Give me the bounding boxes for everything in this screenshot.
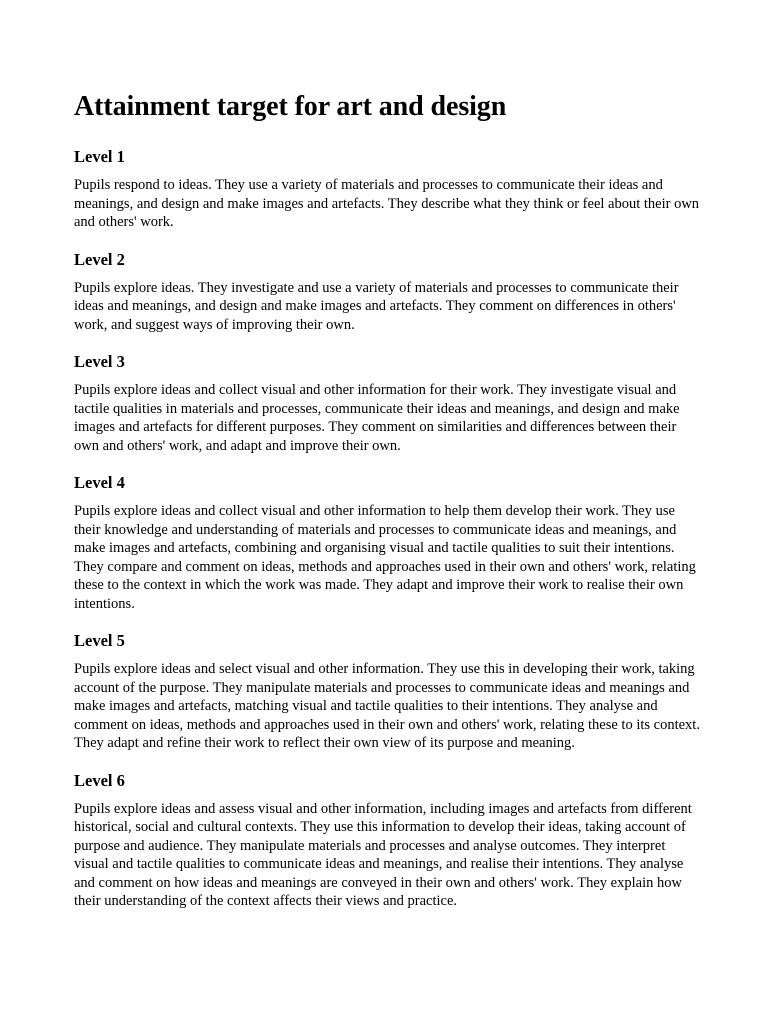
level-section-2 [74, 250, 700, 335]
level-description: Pupils explore ideas and select visual and other information. They use this in developing their work, taking account of the purpose. They manipulate materials and processes to communicate ideas and meanings and make images and artefacts, matching visual and tactile qualities to their intentions. They analyse and comment on ideas, methods and approaches used in their own and others' work, relating these to its context. They adapt and refine their work to reflect their own view of its purpose and meaning. [74, 661, 700, 751]
level-heading: Level 5 [74, 631, 125, 650]
level-heading: Level 6 [74, 770, 125, 790]
document-page [74, 90, 700, 911]
level-heading: Level 3 [74, 352, 125, 371]
level-description: Pupils explore ideas and collect visual and other information to help them develop their work. They use their knowledge and understanding of materials and processes to communicate ideas and meanings, and make images and artefacts, combining and organising visual and tactile qualities to suit their intentions. They compare and comment on ideas, methods and approaches used in their own and others' work, relating these to the context in which the work was made. They adapt and improve their work to realise their own intentions. [74, 503, 696, 612]
level-section-1 [74, 147, 700, 232]
level-section-3 [74, 352, 700, 455]
level-heading: Level 1 [74, 147, 125, 166]
level-section-4 [74, 473, 700, 613]
level-section-6 [74, 771, 700, 911]
level-description: Pupils explore ideas. They investigate and use a variety of materials and processes to communicate their ideas and meanings, and design and make images and artefacts. They comment on differences in others' work, and suggest ways of improving their own. [74, 279, 679, 333]
level-heading: Level 4 [74, 473, 125, 492]
document-title: Attainment target for art and design [74, 91, 507, 122]
level-description: Pupils explore ideas and collect visual and other information for their work. They investigate visual and tactile qualities in materials and processes, communicate their ideas and meanings, and design and make images and artefacts for different purposes. They comment on similarities and differences between their own and others' work, and adapt and improve their own. [74, 382, 680, 454]
level-heading: Level 2 [74, 249, 125, 269]
level-section-5 [74, 631, 700, 753]
level-description: Pupils explore ideas and assess visual and other information, including images and artefacts from different historical, social and cultural contexts. They use this information to develop their ideas, taking account of purpose and audience. They manipulate materials and processes and analyse outcomes. They interpret visual and tactile qualities to communicate ideas and meanings, and realise their intentions. They analyse and comment on how ideas and meanings are conveyed in their own and others' work. They explain how their understanding of the context affects their views and practice. [74, 800, 692, 909]
level-description: Pupils respond to ideas. They use a variety of materials and processes to communicate their ideas and meanings, and design and make images and artefacts. They describe what they think or feel about their own and others' work. [74, 177, 700, 230]
